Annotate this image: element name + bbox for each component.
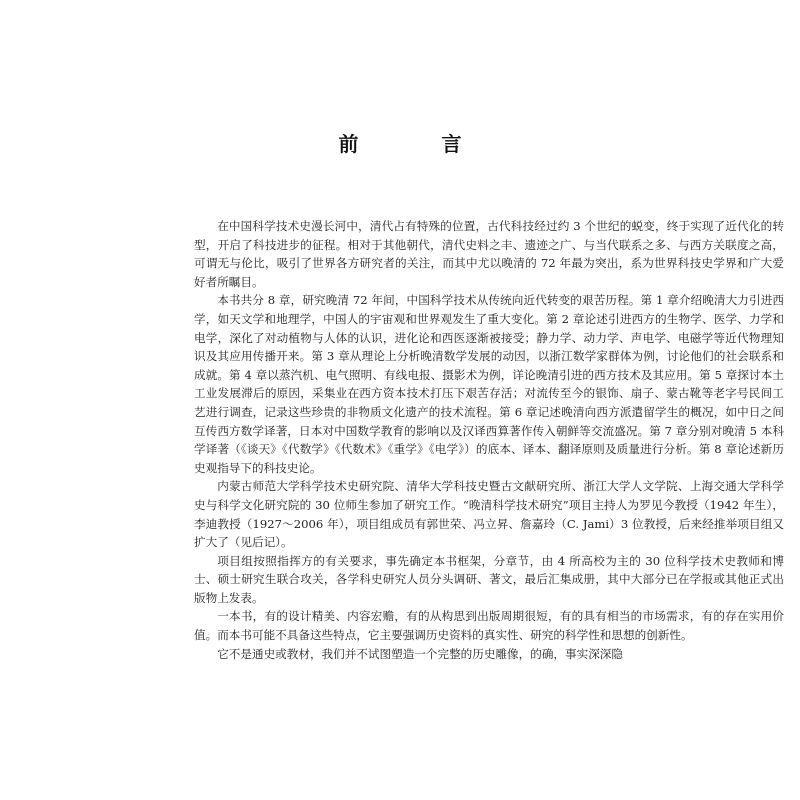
paragraph-2: 本书共分 8 章，研究晚清 72 年间，中国科学技术从传统向近代转变的艰苦历程。第 1 章介绍晚清大力引进西学，如天文学和地理学，中国人的宇宙观和世界观发生了重大变化。第 2 章论述引进西方的生物学、医学、力学和电学，深化了对动植物与人体的认识，进化论和西医逐渐被接受；静力学、动力学、声电学、电磁学等近代物理知识及其应用传播开来。第 3 章从理论上分析晚清数学发展的动因，以浙江数学家群体为例，讨论他们的社会联系和成就。第 4 章以蒸汽机、电气照明、有线电报、摄影术为例，详论晚清引进的西方技术及其应用。第 5 章探讨本土工业发展滞后的原因，采集业在西方资本技术打压下艰苦存活；对流传至今的银饰、扇子、蒙古靴等老字号民间工艺进行调查，记录这些珍贵的非物质文化遗产的技术流程。第 6 章记述晚清向西方派遣留学生的概况，如中日之间互传西方数学译著，日本对中国数学教育的影响以及汉译西算著作传入朝鲜等交流盛况。第 7 章分别对晚清 5 本科学译著（《谈天》《代数学》《代数术》《重学》《电学》）的底本、译本、翻译原则及质量进行分析。第 8 章论述新历史观指导下的科技史论。 [194, 293, 784, 475]
body-text [194, 217, 784, 663]
page-title: 前 言 [338, 132, 500, 156]
paragraph-4: 项目组按照指挥方的有关要求，事先确定本书框架，分章节，由 4 所高校为主的 30 位科学技术史教师和博士、硕士研究生联合攻关，各学科史研究人员分头调研、著文，最后汇集成册，其中大部分已在学报或其他正式出版物上发表。 [194, 553, 784, 605]
paragraph-3: 内蒙古师范大学科学技术史研究院、清华大学科技史暨古文献研究所、浙江大学人文学院、上海交通大学科学史与科学文化研究院的 30 位师生参加了研究工作。“晚清科学技术研究”项目主持人为罗见今教授（1942 年生），李迪教授（1927～2006 年），项目组成员有郭世荣、冯立昇、詹嘉玲（C. Jami）3 位教授，后来经推举项目组又扩大了（见后记）。 [194, 479, 784, 550]
paragraph-6: 它不是通史或教材，我们并不试图塑造一个完整的历史雕像，的确，事实深深隐 [217, 646, 623, 661]
paragraph-1: 在中国科学技术史漫长河中，清代占有特殊的位置，古代科技经过约 3 个世纪的蜕变，终于实现了近代化的转型，开启了科技进步的征程。相对于其他朝代，清代史料之丰、遗迹之广、与当代联系之多、与西方关联度之高，可谓无与伦比，吸引了世界各方研究者的关注，而其中尤以晚清的 72 年最为突出，系为世界科技史学界和广大爱好者所瞩目。 [194, 219, 784, 289]
paragraph-5: 一本书，有的设计精美、内容宏赡，有的从构思到出版周期很短，有的具有相当的市场需求，有的存在实用价值。而本书可能不具备这些特点，它主要强调历史资料的真实性、研究的科学性和思想的创新性。 [194, 609, 784, 643]
